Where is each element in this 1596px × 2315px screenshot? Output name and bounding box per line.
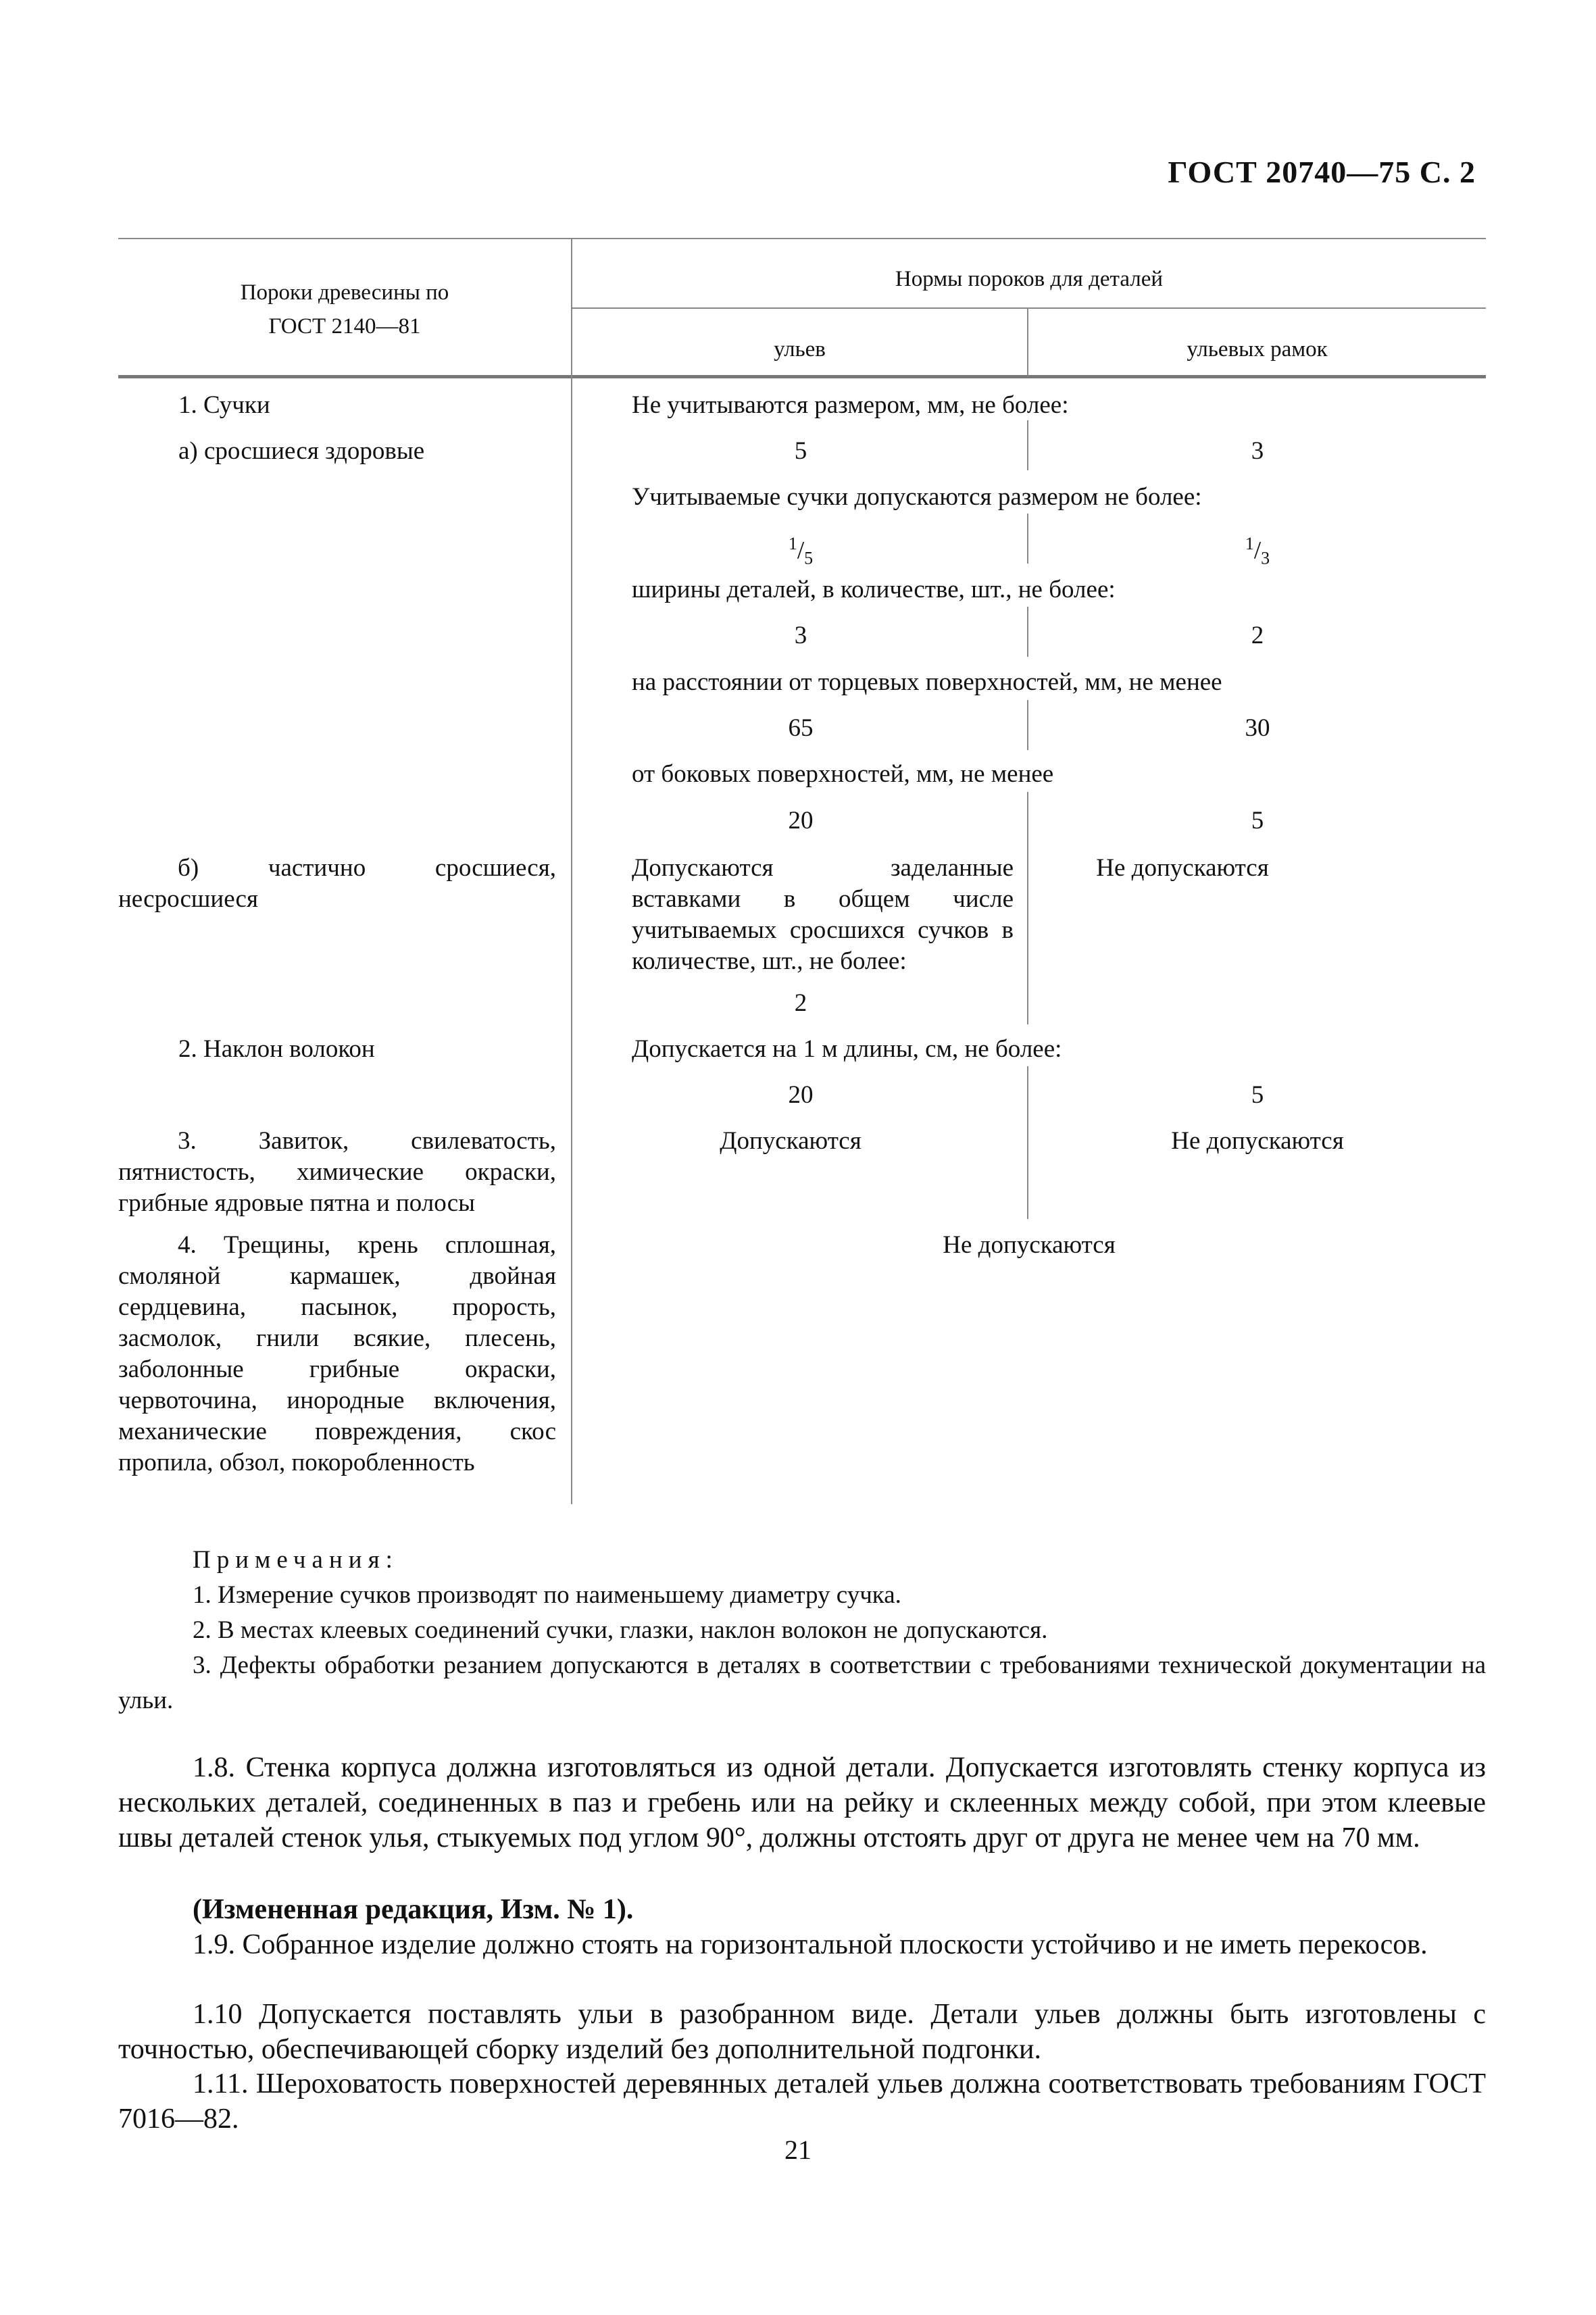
row-title-curl: 3. Завиток, свилеватость, пятнистость, химические окраски, грибные ядровые пятна и полосы bbox=[118, 1127, 556, 1217]
norm-note: Учитываемые сучки допускаются размером не более: bbox=[632, 483, 1202, 511]
value-frames: 2 bbox=[1251, 622, 1264, 649]
value-frames: 5 bbox=[1251, 1081, 1264, 1109]
values-divider bbox=[1027, 1066, 1028, 1219]
values-divider bbox=[1027, 607, 1028, 657]
row-title-grain-slope: 2. Наклон волокон bbox=[178, 1035, 375, 1063]
group-header-rule bbox=[572, 307, 1486, 309]
value-hives: 20 bbox=[788, 807, 814, 835]
header-bottom-rule bbox=[118, 375, 1486, 378]
note-item: 2. В местах клеевых соединений сучки, глазки, наклон волокон не допускаются. bbox=[193, 1616, 1048, 1644]
value-frames: 3 bbox=[1251, 437, 1264, 465]
values-divider bbox=[1027, 420, 1028, 470]
column1-divider bbox=[571, 238, 572, 1504]
fraction-frames: $^1/_3$ bbox=[1245, 534, 1270, 568]
values-divider bbox=[1027, 700, 1028, 750]
fraction-numerator: 1 bbox=[788, 534, 797, 553]
value-frames: 5 bbox=[1251, 807, 1264, 835]
value-frames: Не допускаются bbox=[1171, 1127, 1344, 1155]
notes bbox=[118, 1543, 1486, 1718]
amendment-note: (Измененная редакция, Изм. № 1). bbox=[193, 1894, 634, 1925]
hives-partial-knots-note: Допускаются заделанные вставками в общем числе учитываемых сросшихся сучков в количестве, шт., не более: bbox=[632, 854, 1014, 975]
subheader-frames: ульевых рамок bbox=[1187, 337, 1328, 362]
page-number: 21 bbox=[784, 2135, 812, 2165]
fraction-denominator: 3 bbox=[1261, 548, 1270, 568]
fraction-numerator: 1 bbox=[1245, 534, 1254, 553]
paragraph-1-9: 1.9. Собранное изделие должно стоять на горизонтальной плоскости устойчиво и не иметь перекосов. bbox=[193, 1929, 1428, 1960]
row-sub-b: б) частично сросшиеся, несросшиеся bbox=[118, 854, 556, 913]
norm-note: ширины деталей, в количестве, шт., не более: bbox=[632, 576, 1116, 603]
values-divider bbox=[1027, 514, 1028, 564]
value-both: Не допускаются bbox=[943, 1231, 1116, 1259]
notes-title: Примечания: bbox=[193, 1546, 399, 1574]
norm-note: на расстоянии от торцевых поверхностей, мм, не менее bbox=[632, 668, 1222, 696]
value-hives: 65 bbox=[788, 714, 814, 742]
paragraph-1-10: 1.10 Допускается поставлять ульи в разобранном виде. Детали ульев должны быть изготовлены с точностью, обеспечивающей сборку изделий без дополнительной подгонки. bbox=[118, 1999, 1486, 2065]
col1-header bbox=[118, 276, 571, 343]
subheader-hives: ульев bbox=[774, 337, 826, 362]
frames-partial-knots-note: Не допускаются bbox=[1096, 854, 1269, 882]
table-top-rule bbox=[118, 238, 1486, 239]
note-item: 1. Измерение сучков производят по наименьшему диаметру сучка. bbox=[193, 1581, 901, 1609]
fraction-hives: $^1/_5$ bbox=[788, 534, 814, 568]
value-hives: 5 bbox=[794, 437, 807, 465]
row-sub-a: а) сросшиеся здоровые bbox=[178, 437, 425, 465]
value-frames: 30 bbox=[1245, 714, 1270, 742]
norm-note: Не учитываются размером, мм, не более: bbox=[632, 391, 1069, 419]
value-hives: Допускаются bbox=[720, 1127, 862, 1155]
col1-header-line: ГОСТ 2140—81 bbox=[268, 314, 421, 339]
row-title-cracks: 4. Трещины, крень сплошная, смоляной кармашек, двойная сердцевина, пасынок, прорость, засмолок, гнили всякие, плесень, заболонные грибные окраски, червоточина, инородные включения, механические повреждения, скос пропила, обзол, покоробленность bbox=[118, 1231, 556, 1476]
values-divider bbox=[1027, 792, 1028, 1024]
note-item: 3. Дефекты обработки резанием допускаются в деталях в соответствии с требованиями технической документации на ульи. bbox=[118, 1651, 1486, 1714]
col1-header-line: Пороки древесины по bbox=[240, 280, 449, 305]
document-code-header: ГОСТ 20740—75 С. 2 bbox=[1168, 155, 1476, 189]
value-hives: 20 bbox=[788, 1081, 814, 1109]
value-hives: 2 bbox=[794, 989, 807, 1017]
fraction-denominator: 5 bbox=[804, 548, 814, 568]
row-title-knots: 1. Сучки bbox=[178, 391, 270, 419]
norm-note: Допускается на 1 м длины, см, не более: bbox=[632, 1035, 1062, 1063]
norm-note: от боковых поверхностей, мм, не менее bbox=[632, 760, 1054, 788]
group-header: Нормы пороков для деталей bbox=[895, 267, 1164, 291]
paragraph-1-11: 1.11. Шероховатость поверхностей деревянных деталей ульев должна соответствовать требованиям ГОСТ 7016—82. bbox=[118, 2068, 1486, 2135]
paragraph-1-8: 1.8. Стенка корпуса должна изготовляться из одной детали. Допускается изготовлять стенку корпуса из нескольких деталей, соединенных в паз и гребень или на рейку и склеенных между собой, при этом клеевые швы деталей стенок улья, стыкуемых под углом 90°, должны отстоять друг от друга не менее чем на 70 мм. bbox=[118, 1752, 1486, 1853]
value-hives: 3 bbox=[794, 622, 807, 649]
